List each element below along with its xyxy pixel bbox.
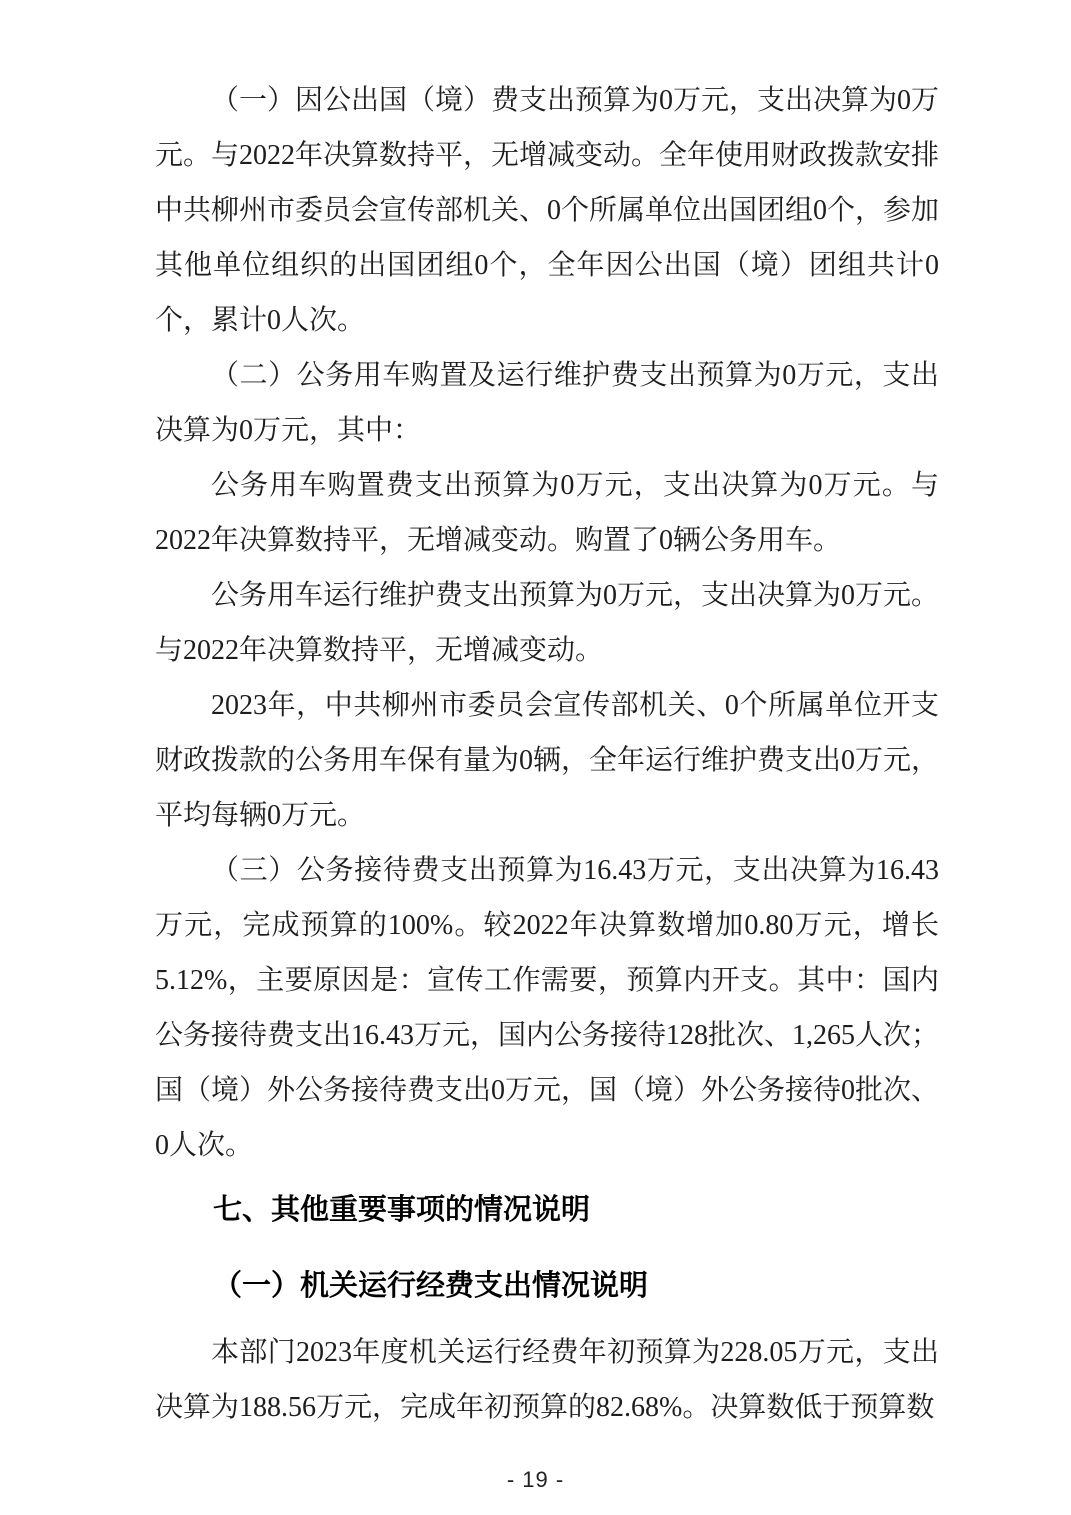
paragraph-vehicle-holdings-2023: 2023年，中共柳州市委员会宣传部机关、0个所属单位开支财政拨款的公务用车保有量为0辆，全年运行维护费支出0万元，平均每辆0万元。	[155, 690, 940, 831]
paragraph-official-reception-expense: （三）公务接待费支出预算为16.43万元，支出决算为16.43万元，完成预算的100%。较2022年决算数增加0.80万元，增长5.12%，主要原因是：宣传工作需要，预算内开支。其中：国内公务接待费支出16.43万元，国内公务接待128批次、1,265人次；国（境）外公务接待费支出0万元，国（境）外公务接待0批次、0人次。	[155, 855, 940, 1161]
paragraph-agency-operating-expense-detail: 本部门2023年度机关运行经费年初预算为228.05万元，支出决算为188.56万元，完成年初预算的82.68%。决算数低于预算数	[155, 1337, 939, 1423]
heading-section-7-other-important-matters: 七、其他重要事项的情况说明	[213, 1194, 591, 1226]
paragraph-overseas-travel-expense: （一）因公出国（境）费支出预算为0万元，支出决算为0万元。与2022年决算数持平，无增减变动。全年使用财政拨款安排中共柳州市委员会宣传部机关、0个所属单位出国团组0个，参加其他单位组织的出国团组0个，全年因公出国（境）团组共计0个，累计0人次。	[155, 85, 940, 336]
paragraph-official-vehicle-expense-intro: （二）公务用车购置及运行维护费支出预算为0万元，支出决算为0万元，其中：	[155, 360, 939, 446]
page-number: - 19 -	[506, 1467, 565, 1492]
heading-subsection-agency-operating-expense: （一）机关运行经费支出情况说明	[213, 1270, 649, 1302]
paragraph-vehicle-maintenance-expense: 公务用车运行维护费支出预算为0万元，支出决算为0万元。与2022年决算数持平，无增减变动。	[155, 580, 940, 666]
paragraph-vehicle-purchase-expense: 公务用车购置费支出预算为0万元，支出决算为0万元。与2022年决算数持平，无增减变动。购置了0辆公务用车。	[155, 470, 939, 556]
